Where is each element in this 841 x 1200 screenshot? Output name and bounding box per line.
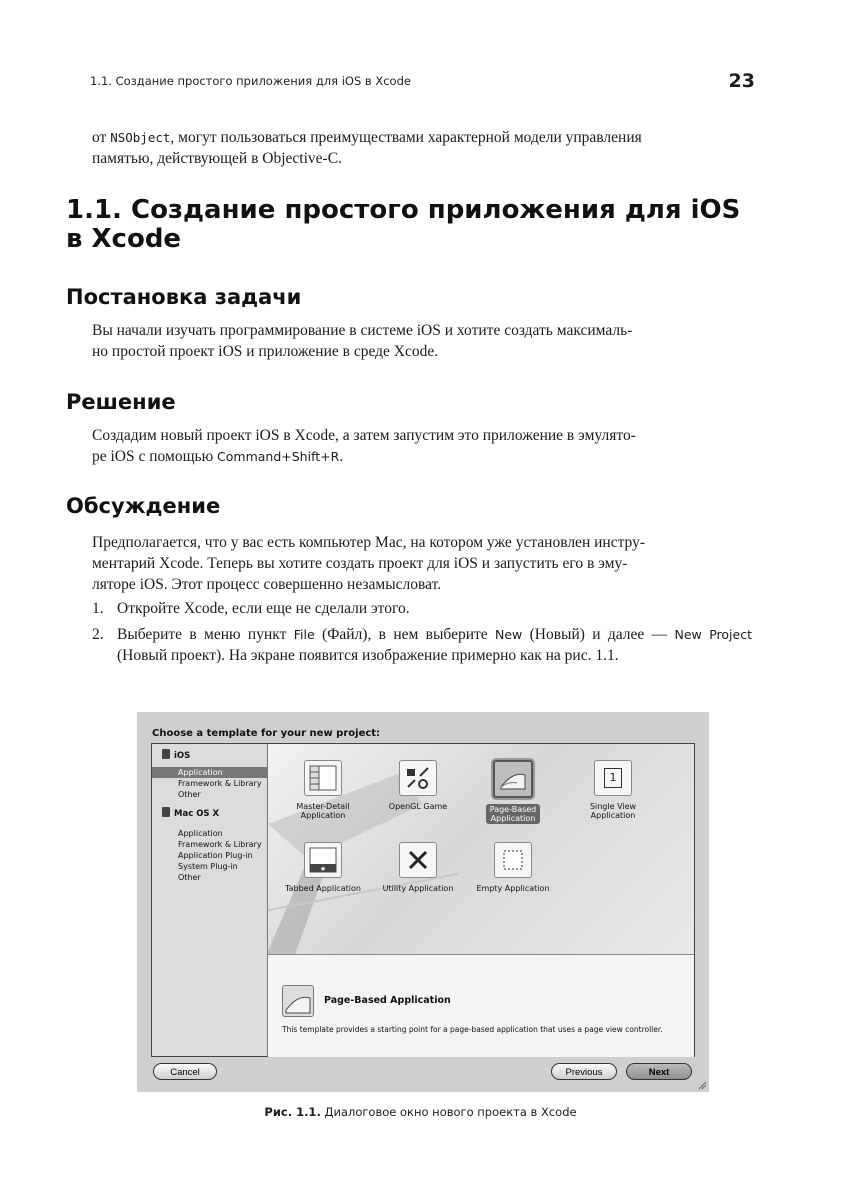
discussion-line-1: Предполагается, что у вас есть компьютер Mac, на котором уже установлен инстру- bbox=[92, 534, 645, 551]
intro-prefix: от bbox=[92, 129, 111, 146]
step-text-part-2: (Файл), в нем выберите bbox=[314, 626, 496, 643]
template-description bbox=[268, 954, 694, 1057]
template-label-line-1: Single View bbox=[589, 802, 637, 811]
page-number: 23 bbox=[728, 70, 755, 92]
tabbed-icon bbox=[304, 842, 342, 878]
page-based-icon bbox=[493, 760, 533, 798]
menu-new: New bbox=[495, 627, 523, 642]
template-master-detail[interactable] bbox=[278, 760, 368, 820]
next-button[interactable]: Next bbox=[626, 1063, 692, 1080]
template-label-line-1: Tabbed Application bbox=[285, 884, 361, 893]
single-view-icon bbox=[594, 760, 632, 796]
problem-paragraph bbox=[92, 320, 752, 362]
template-label-line-1: Master-Detail bbox=[296, 802, 350, 811]
section-title-line-2: в Xcode bbox=[66, 224, 182, 254]
template-label-line-1: Page-Based bbox=[489, 805, 537, 814]
template-grid bbox=[268, 744, 694, 954]
single-view-glyph: 1 bbox=[604, 768, 622, 788]
empty-application-icon bbox=[494, 842, 532, 878]
section-title bbox=[66, 196, 766, 254]
group-mac-os-x[interactable] bbox=[152, 806, 267, 822]
discussion-paragraph bbox=[92, 532, 752, 595]
figure-caption bbox=[0, 1105, 841, 1119]
solution-line-1: Создадим новый проект iOS в Xcode, а затем запустим это приложение в эмулято- bbox=[92, 427, 636, 444]
source-item-ios-framework[interactable]: Framework & Library bbox=[178, 779, 262, 788]
source-item-mac-other[interactable]: Other bbox=[178, 873, 201, 882]
group-mac-label: Mac OS X bbox=[174, 809, 220, 819]
source-item-mac-application[interactable]: Application bbox=[178, 829, 223, 838]
template-label bbox=[486, 804, 541, 824]
source-item-ios-application[interactable]: Application bbox=[152, 767, 267, 778]
steps-list bbox=[92, 598, 752, 671]
solution-line-2-suffix: . bbox=[339, 448, 344, 465]
intro-line-2: памятью, действующей в Objective-C. bbox=[92, 150, 342, 167]
caption-text: Диалоговое окно нового проекта в Xcode bbox=[320, 1105, 577, 1119]
step-text-part-4: (Новый проект). На экране появится изображение примерно как на рис. 1.1. bbox=[117, 647, 619, 664]
master-detail-icon bbox=[304, 760, 342, 796]
template-label bbox=[278, 802, 368, 820]
template-tabbed[interactable] bbox=[278, 842, 368, 893]
template-label-line-2: Application bbox=[590, 811, 636, 820]
template-single-view[interactable] bbox=[568, 760, 658, 820]
xcode-new-project-dialog bbox=[137, 712, 709, 1092]
group-ios[interactable] bbox=[152, 748, 267, 764]
discussion-line-2: ментарий Xcode. Теперь вы хотите создать проект для iOS и запустить его в эму- bbox=[92, 555, 628, 572]
iphone-icon bbox=[162, 749, 170, 759]
intro-line-1-rest: , могут пользоваться преимуществами характерной модели управления bbox=[170, 129, 642, 146]
step-number: 2. bbox=[92, 626, 104, 643]
problem-line-2: но простой проект iOS и приложение в среде Xcode. bbox=[92, 343, 439, 360]
svg-text:★: ★ bbox=[319, 865, 327, 873]
solution-line-2 bbox=[92, 446, 752, 467]
source-item-mac-system-plugin[interactable]: System Plug-in bbox=[178, 862, 238, 871]
step-item bbox=[92, 624, 752, 666]
solution-heading: Решение bbox=[66, 390, 176, 414]
template-label-line-2: Application bbox=[490, 814, 536, 823]
template-utility[interactable] bbox=[373, 842, 463, 893]
menu-new-project: New Project bbox=[674, 627, 752, 642]
template-page-based[interactable] bbox=[468, 760, 558, 824]
source-item-mac-app-plugin[interactable]: Application Plug-in bbox=[178, 851, 253, 860]
source-item-mac-framework[interactable]: Framework & Library bbox=[178, 840, 262, 849]
template-label-line-1: OpenGL Game bbox=[388, 802, 448, 811]
caption-label: Рис. 1.1. bbox=[264, 1105, 321, 1119]
dialog-frame bbox=[151, 743, 695, 1057]
menu-file: File bbox=[293, 627, 315, 642]
step-text: Откройте Xcode, если еще не сделали этого. bbox=[117, 600, 410, 617]
intro-line-1 bbox=[92, 127, 752, 148]
template-label bbox=[278, 884, 368, 893]
template-empty[interactable] bbox=[468, 842, 558, 893]
step-text-part-3: (Новый) и далее — bbox=[522, 626, 675, 643]
utility-tools-icon bbox=[399, 842, 437, 878]
description-title: Page-Based Application bbox=[324, 995, 451, 1006]
running-head: 1.1. Создание простого приложения для iOS в Xcode bbox=[90, 74, 411, 88]
template-label-line-1: Empty Application bbox=[476, 884, 550, 893]
keyboard-shortcut: Command+Shift+R bbox=[217, 449, 340, 464]
intro-paragraph bbox=[92, 127, 752, 169]
solution-line-2-prefix: ре iOS с помощью bbox=[92, 448, 218, 465]
dialog-title: Choose a template for your new project: bbox=[152, 728, 381, 739]
discussion-line-3: ляторе iOS. Этот процесс совершенно незамысловат. bbox=[92, 576, 442, 593]
group-ios-label: iOS bbox=[174, 751, 191, 761]
discussion-heading: Обсуждение bbox=[66, 494, 221, 518]
source-item-ios-other[interactable]: Other bbox=[178, 790, 201, 799]
resize-grip-icon[interactable] bbox=[697, 1080, 707, 1090]
template-label bbox=[373, 802, 463, 811]
step-text-part-1: Выберите в меню пункт bbox=[117, 626, 294, 643]
template-label bbox=[468, 884, 558, 893]
code-nsobject: NSObject bbox=[110, 130, 171, 145]
description-text: This template provides a starting point for a page-based application that uses a page view controller. bbox=[282, 1025, 663, 1034]
template-source-list bbox=[152, 744, 268, 1056]
section-title-line-1: 1.1. Создание простого приложения для iOS bbox=[66, 195, 741, 225]
template-label-line-1: Utility Application bbox=[382, 884, 454, 893]
problem-line-1: Вы начали изучать программирование в системе iOS и хотите создать максималь- bbox=[92, 322, 633, 339]
page-header bbox=[90, 70, 755, 94]
solution-paragraph bbox=[92, 425, 752, 467]
page-based-small-icon bbox=[282, 985, 314, 1017]
cancel-button[interactable]: Cancel bbox=[153, 1063, 217, 1080]
template-opengl-game[interactable] bbox=[373, 760, 463, 811]
previous-button[interactable]: Previous bbox=[551, 1063, 617, 1080]
template-label-line-2: Application bbox=[300, 811, 346, 820]
step-item bbox=[92, 598, 752, 619]
problem-heading: Постановка задачи bbox=[66, 285, 302, 309]
opengl-game-icon bbox=[399, 760, 437, 796]
template-label bbox=[568, 802, 658, 820]
mac-icon bbox=[162, 807, 170, 817]
template-label bbox=[373, 884, 463, 893]
step-number: 1. bbox=[92, 600, 104, 617]
